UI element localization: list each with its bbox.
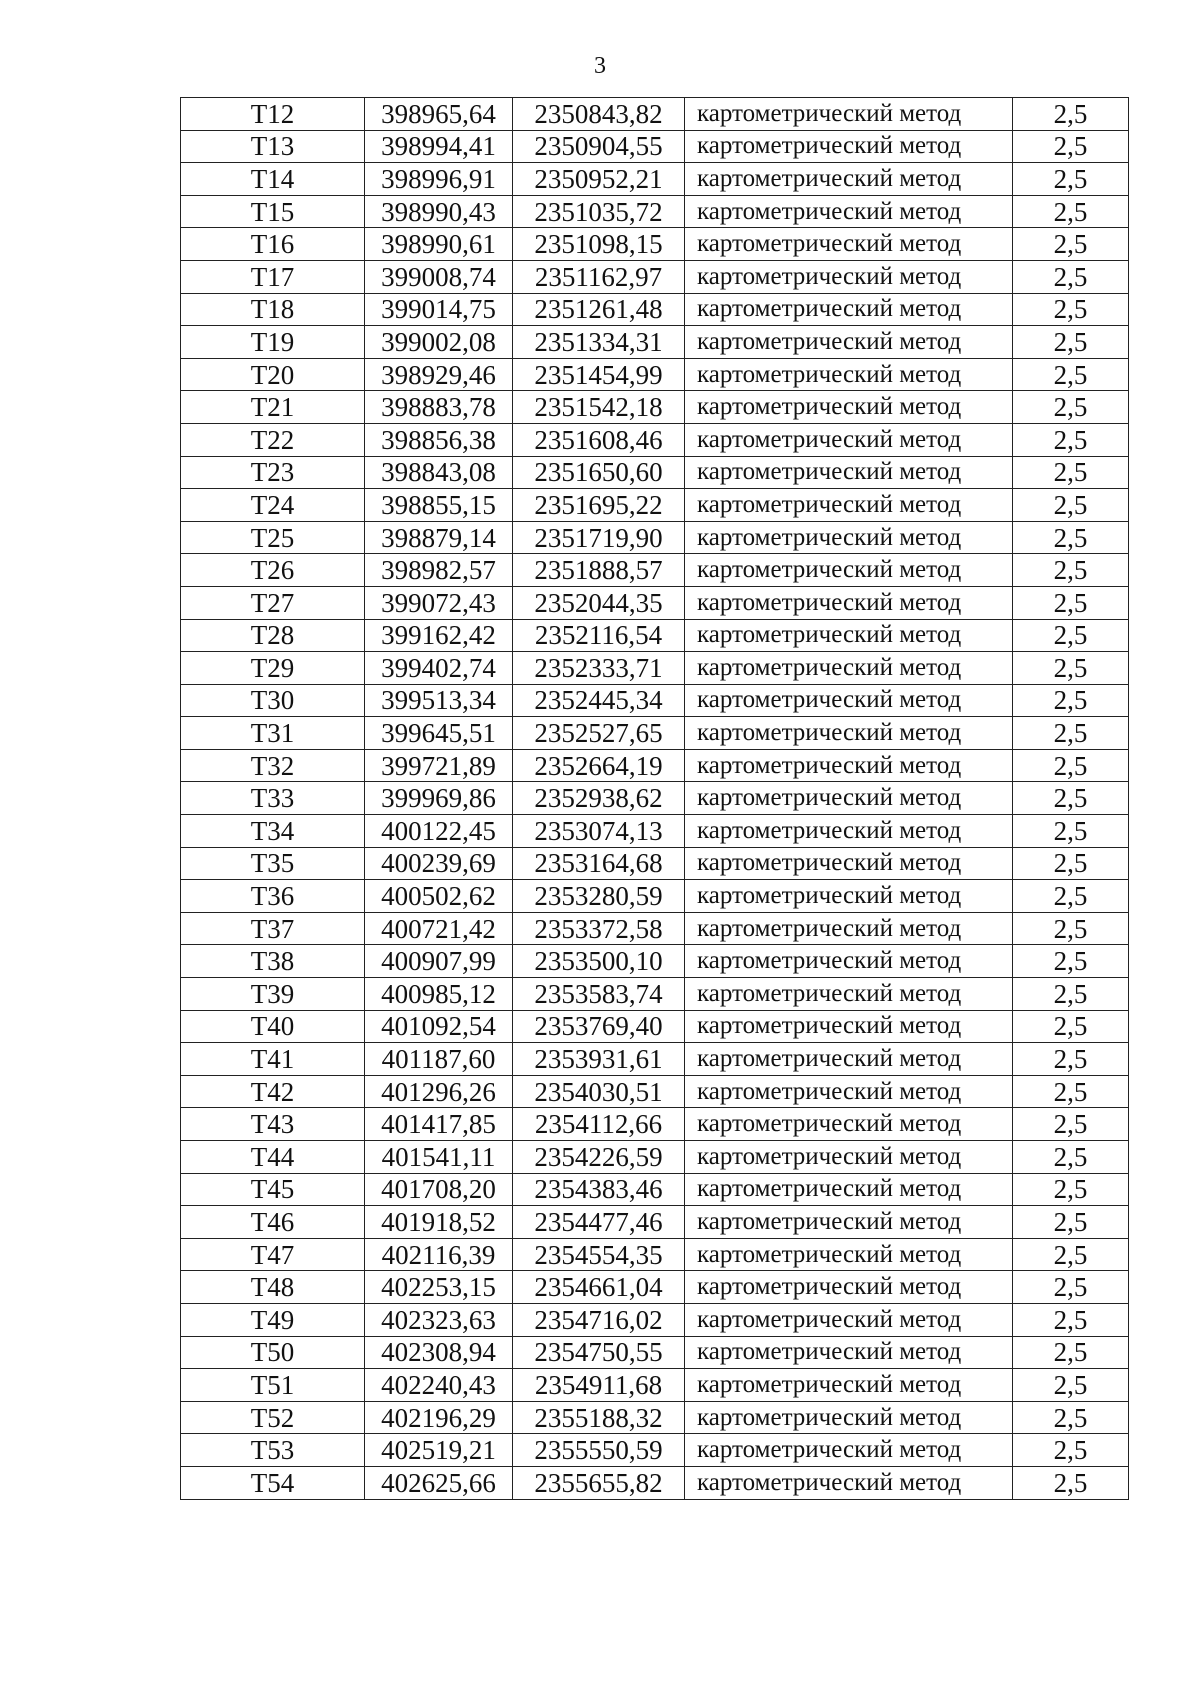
method-cell: картометрический метод bbox=[685, 652, 1013, 685]
table-row bbox=[181, 293, 1129, 326]
point-id-cell: Т19 bbox=[181, 326, 365, 359]
x-coordinate-cell: 402519,21 bbox=[365, 1434, 513, 1467]
point-id-cell: Т23 bbox=[181, 456, 365, 489]
method-cell: картометрический метод bbox=[685, 815, 1013, 848]
method-cell: картометрический метод bbox=[685, 358, 1013, 391]
point-id-cell: Т22 bbox=[181, 423, 365, 456]
method-cell: картометрический метод bbox=[685, 1010, 1013, 1043]
error-cell: 2,5 bbox=[1013, 195, 1129, 228]
table-row bbox=[181, 326, 1129, 359]
error-cell: 2,5 bbox=[1013, 1206, 1129, 1239]
x-coordinate-cell: 398855,15 bbox=[365, 489, 513, 522]
method-cell: картометрический метод bbox=[685, 684, 1013, 717]
table-row bbox=[181, 1173, 1129, 1206]
error-cell: 2,5 bbox=[1013, 1141, 1129, 1174]
point-id-cell: Т20 bbox=[181, 358, 365, 391]
point-id-cell: Т33 bbox=[181, 782, 365, 815]
error-cell: 2,5 bbox=[1013, 358, 1129, 391]
x-coordinate-cell: 401541,11 bbox=[365, 1141, 513, 1174]
table-row bbox=[181, 521, 1129, 554]
point-id-cell: Т47 bbox=[181, 1238, 365, 1271]
point-id-cell: Т27 bbox=[181, 586, 365, 619]
error-cell: 2,5 bbox=[1013, 1434, 1129, 1467]
table-row bbox=[181, 749, 1129, 782]
y-coordinate-cell: 2351098,15 bbox=[513, 228, 685, 261]
table-row bbox=[181, 1369, 1129, 1402]
method-cell: картометрический метод bbox=[685, 521, 1013, 554]
x-coordinate-cell: 400721,42 bbox=[365, 912, 513, 945]
y-coordinate-cell: 2353280,59 bbox=[513, 880, 685, 913]
error-cell: 2,5 bbox=[1013, 554, 1129, 587]
point-id-cell: Т18 bbox=[181, 293, 365, 326]
x-coordinate-cell: 401708,20 bbox=[365, 1173, 513, 1206]
y-coordinate-cell: 2352664,19 bbox=[513, 749, 685, 782]
x-coordinate-cell: 400502,62 bbox=[365, 880, 513, 913]
table-row bbox=[181, 1141, 1129, 1174]
y-coordinate-cell: 2352938,62 bbox=[513, 782, 685, 815]
x-coordinate-cell: 402196,29 bbox=[365, 1401, 513, 1434]
table-row bbox=[181, 1271, 1129, 1304]
error-cell: 2,5 bbox=[1013, 293, 1129, 326]
table-row bbox=[181, 847, 1129, 880]
point-id-cell: Т53 bbox=[181, 1434, 365, 1467]
method-cell: картометрический метод bbox=[685, 619, 1013, 652]
table-row bbox=[181, 489, 1129, 522]
table-row bbox=[181, 978, 1129, 1011]
y-coordinate-cell: 2350952,21 bbox=[513, 163, 685, 196]
y-coordinate-cell: 2354112,66 bbox=[513, 1108, 685, 1141]
table-row bbox=[181, 391, 1129, 424]
point-id-cell: Т43 bbox=[181, 1108, 365, 1141]
x-coordinate-cell: 399072,43 bbox=[365, 586, 513, 619]
x-coordinate-cell: 401417,85 bbox=[365, 1108, 513, 1141]
error-cell: 2,5 bbox=[1013, 619, 1129, 652]
x-coordinate-cell: 401187,60 bbox=[365, 1043, 513, 1076]
y-coordinate-cell: 2351888,57 bbox=[513, 554, 685, 587]
point-id-cell: Т54 bbox=[181, 1466, 365, 1499]
y-coordinate-cell: 2351261,48 bbox=[513, 293, 685, 326]
error-cell: 2,5 bbox=[1013, 1043, 1129, 1076]
y-coordinate-cell: 2353769,40 bbox=[513, 1010, 685, 1043]
method-cell: картометрический метод bbox=[685, 847, 1013, 880]
error-cell: 2,5 bbox=[1013, 163, 1129, 196]
method-cell: картометрический метод bbox=[685, 326, 1013, 359]
point-id-cell: Т29 bbox=[181, 652, 365, 685]
point-id-cell: Т50 bbox=[181, 1336, 365, 1369]
point-id-cell: Т49 bbox=[181, 1303, 365, 1336]
error-cell: 2,5 bbox=[1013, 260, 1129, 293]
method-cell: картометрический метод bbox=[685, 1141, 1013, 1174]
point-id-cell: Т34 bbox=[181, 815, 365, 848]
method-cell: картометрический метод bbox=[685, 456, 1013, 489]
table-row bbox=[181, 1336, 1129, 1369]
y-coordinate-cell: 2354383,46 bbox=[513, 1173, 685, 1206]
y-coordinate-cell: 2351719,90 bbox=[513, 521, 685, 554]
y-coordinate-cell: 2353500,10 bbox=[513, 945, 685, 978]
point-id-cell: Т45 bbox=[181, 1173, 365, 1206]
error-cell: 2,5 bbox=[1013, 1075, 1129, 1108]
point-id-cell: Т32 bbox=[181, 749, 365, 782]
error-cell: 2,5 bbox=[1013, 717, 1129, 750]
table-row bbox=[181, 1206, 1129, 1239]
point-id-cell: Т46 bbox=[181, 1206, 365, 1239]
point-id-cell: Т36 bbox=[181, 880, 365, 913]
method-cell: картометрический метод bbox=[685, 293, 1013, 326]
error-cell: 2,5 bbox=[1013, 228, 1129, 261]
point-id-cell: Т41 bbox=[181, 1043, 365, 1076]
y-coordinate-cell: 2350904,55 bbox=[513, 130, 685, 163]
error-cell: 2,5 bbox=[1013, 326, 1129, 359]
error-cell: 2,5 bbox=[1013, 1108, 1129, 1141]
table-row bbox=[181, 1434, 1129, 1467]
error-cell: 2,5 bbox=[1013, 423, 1129, 456]
x-coordinate-cell: 399162,42 bbox=[365, 619, 513, 652]
x-coordinate-cell: 402308,94 bbox=[365, 1336, 513, 1369]
method-cell: картометрический метод bbox=[685, 1336, 1013, 1369]
table-row bbox=[181, 260, 1129, 293]
error-cell: 2,5 bbox=[1013, 98, 1129, 131]
method-cell: картометрический метод bbox=[685, 260, 1013, 293]
table-row bbox=[181, 228, 1129, 261]
table-row bbox=[181, 586, 1129, 619]
point-id-cell: Т38 bbox=[181, 945, 365, 978]
y-coordinate-cell: 2353583,74 bbox=[513, 978, 685, 1011]
error-cell: 2,5 bbox=[1013, 1369, 1129, 1402]
y-coordinate-cell: 2351608,46 bbox=[513, 423, 685, 456]
method-cell: картометрический метод bbox=[685, 1466, 1013, 1499]
y-coordinate-cell: 2351695,22 bbox=[513, 489, 685, 522]
y-coordinate-cell: 2352044,35 bbox=[513, 586, 685, 619]
error-cell: 2,5 bbox=[1013, 1271, 1129, 1304]
x-coordinate-cell: 401296,26 bbox=[365, 1075, 513, 1108]
x-coordinate-cell: 402116,39 bbox=[365, 1238, 513, 1271]
error-cell: 2,5 bbox=[1013, 847, 1129, 880]
point-id-cell: Т52 bbox=[181, 1401, 365, 1434]
point-id-cell: Т48 bbox=[181, 1271, 365, 1304]
x-coordinate-cell: 399002,08 bbox=[365, 326, 513, 359]
x-coordinate-cell: 398856,38 bbox=[365, 423, 513, 456]
y-coordinate-cell: 2354750,55 bbox=[513, 1336, 685, 1369]
point-id-cell: Т24 bbox=[181, 489, 365, 522]
point-id-cell: Т15 bbox=[181, 195, 365, 228]
error-cell: 2,5 bbox=[1013, 1173, 1129, 1206]
method-cell: картометрический метод bbox=[685, 1206, 1013, 1239]
error-cell: 2,5 bbox=[1013, 782, 1129, 815]
method-cell: картометрический метод bbox=[685, 98, 1013, 131]
table-row bbox=[181, 1043, 1129, 1076]
x-coordinate-cell: 398994,41 bbox=[365, 130, 513, 163]
y-coordinate-cell: 2352333,71 bbox=[513, 652, 685, 685]
error-cell: 2,5 bbox=[1013, 815, 1129, 848]
point-id-cell: Т35 bbox=[181, 847, 365, 880]
y-coordinate-cell: 2351035,72 bbox=[513, 195, 685, 228]
table-row bbox=[181, 652, 1129, 685]
y-coordinate-cell: 2351454,99 bbox=[513, 358, 685, 391]
table-row bbox=[181, 782, 1129, 815]
error-cell: 2,5 bbox=[1013, 945, 1129, 978]
x-coordinate-cell: 398965,64 bbox=[365, 98, 513, 131]
error-cell: 2,5 bbox=[1013, 489, 1129, 522]
x-coordinate-cell: 399645,51 bbox=[365, 717, 513, 750]
error-cell: 2,5 bbox=[1013, 1238, 1129, 1271]
x-coordinate-cell: 399402,74 bbox=[365, 652, 513, 685]
method-cell: картометрический метод bbox=[685, 782, 1013, 815]
table-row bbox=[181, 423, 1129, 456]
method-cell: картометрический метод bbox=[685, 130, 1013, 163]
error-cell: 2,5 bbox=[1013, 1401, 1129, 1434]
method-cell: картометрический метод bbox=[685, 945, 1013, 978]
y-coordinate-cell: 2355188,32 bbox=[513, 1401, 685, 1434]
x-coordinate-cell: 398929,46 bbox=[365, 358, 513, 391]
x-coordinate-cell: 399008,74 bbox=[365, 260, 513, 293]
error-cell: 2,5 bbox=[1013, 1303, 1129, 1336]
method-cell: картометрический метод bbox=[685, 423, 1013, 456]
error-cell: 2,5 bbox=[1013, 1336, 1129, 1369]
x-coordinate-cell: 398843,08 bbox=[365, 456, 513, 489]
y-coordinate-cell: 2353164,68 bbox=[513, 847, 685, 880]
table-row bbox=[181, 717, 1129, 750]
error-cell: 2,5 bbox=[1013, 652, 1129, 685]
table-row bbox=[181, 358, 1129, 391]
y-coordinate-cell: 2354661,04 bbox=[513, 1271, 685, 1304]
table-row bbox=[181, 130, 1129, 163]
x-coordinate-cell: 400985,12 bbox=[365, 978, 513, 1011]
point-id-cell: Т16 bbox=[181, 228, 365, 261]
method-cell: картометрический метод bbox=[685, 1369, 1013, 1402]
x-coordinate-cell: 399513,34 bbox=[365, 684, 513, 717]
x-coordinate-cell: 401918,52 bbox=[365, 1206, 513, 1239]
y-coordinate-cell: 2355550,59 bbox=[513, 1434, 685, 1467]
table-row bbox=[181, 98, 1129, 131]
method-cell: картометрический метод bbox=[685, 1108, 1013, 1141]
x-coordinate-cell: 400122,45 bbox=[365, 815, 513, 848]
coordinates-table-body bbox=[181, 98, 1129, 1500]
method-cell: картометрический метод bbox=[685, 1075, 1013, 1108]
y-coordinate-cell: 2351542,18 bbox=[513, 391, 685, 424]
table-row bbox=[181, 1401, 1129, 1434]
method-cell: картометрический метод bbox=[685, 717, 1013, 750]
y-coordinate-cell: 2354477,46 bbox=[513, 1206, 685, 1239]
method-cell: картометрический метод bbox=[685, 586, 1013, 619]
method-cell: картометрический метод bbox=[685, 554, 1013, 587]
point-id-cell: Т21 bbox=[181, 391, 365, 424]
y-coordinate-cell: 2354716,02 bbox=[513, 1303, 685, 1336]
x-coordinate-cell: 398883,78 bbox=[365, 391, 513, 424]
table-row bbox=[181, 815, 1129, 848]
point-id-cell: Т51 bbox=[181, 1369, 365, 1402]
method-cell: картометрический метод bbox=[685, 1401, 1013, 1434]
error-cell: 2,5 bbox=[1013, 1010, 1129, 1043]
point-id-cell: Т17 bbox=[181, 260, 365, 293]
method-cell: картометрический метод bbox=[685, 1434, 1013, 1467]
table-row bbox=[181, 1303, 1129, 1336]
error-cell: 2,5 bbox=[1013, 456, 1129, 489]
y-coordinate-cell: 2354226,59 bbox=[513, 1141, 685, 1174]
point-id-cell: Т39 bbox=[181, 978, 365, 1011]
y-coordinate-cell: 2354554,35 bbox=[513, 1238, 685, 1271]
method-cell: картометрический метод bbox=[685, 195, 1013, 228]
error-cell: 2,5 bbox=[1013, 130, 1129, 163]
point-id-cell: Т31 bbox=[181, 717, 365, 750]
error-cell: 2,5 bbox=[1013, 586, 1129, 619]
method-cell: картометрический метод bbox=[685, 1238, 1013, 1271]
table-row bbox=[181, 1010, 1129, 1043]
x-coordinate-cell: 399969,86 bbox=[365, 782, 513, 815]
method-cell: картометрический метод bbox=[685, 163, 1013, 196]
y-coordinate-cell: 2353372,58 bbox=[513, 912, 685, 945]
table-row bbox=[181, 619, 1129, 652]
y-coordinate-cell: 2350843,82 bbox=[513, 98, 685, 131]
y-coordinate-cell: 2351334,31 bbox=[513, 326, 685, 359]
point-id-cell: Т26 bbox=[181, 554, 365, 587]
y-coordinate-cell: 2352527,65 bbox=[513, 717, 685, 750]
point-id-cell: Т37 bbox=[181, 912, 365, 945]
point-id-cell: Т25 bbox=[181, 521, 365, 554]
x-coordinate-cell: 399721,89 bbox=[365, 749, 513, 782]
x-coordinate-cell: 398990,43 bbox=[365, 195, 513, 228]
table-row bbox=[181, 554, 1129, 587]
y-coordinate-cell: 2355655,82 bbox=[513, 1466, 685, 1499]
y-coordinate-cell: 2352445,34 bbox=[513, 684, 685, 717]
table-row bbox=[181, 456, 1129, 489]
x-coordinate-cell: 400239,69 bbox=[365, 847, 513, 880]
x-coordinate-cell: 402323,63 bbox=[365, 1303, 513, 1336]
page-number: 3 bbox=[594, 53, 606, 79]
point-id-cell: Т13 bbox=[181, 130, 365, 163]
table-row bbox=[181, 1238, 1129, 1271]
error-cell: 2,5 bbox=[1013, 1466, 1129, 1499]
method-cell: картометрический метод bbox=[685, 228, 1013, 261]
point-id-cell: Т30 bbox=[181, 684, 365, 717]
coordinates-table bbox=[180, 97, 1129, 1500]
error-cell: 2,5 bbox=[1013, 391, 1129, 424]
method-cell: картометрический метод bbox=[685, 749, 1013, 782]
table-row bbox=[181, 163, 1129, 196]
y-coordinate-cell: 2352116,54 bbox=[513, 619, 685, 652]
x-coordinate-cell: 401092,54 bbox=[365, 1010, 513, 1043]
method-cell: картометрический метод bbox=[685, 880, 1013, 913]
y-coordinate-cell: 2353074,13 bbox=[513, 815, 685, 848]
point-id-cell: Т40 bbox=[181, 1010, 365, 1043]
x-coordinate-cell: 402625,66 bbox=[365, 1466, 513, 1499]
method-cell: картометрический метод bbox=[685, 1271, 1013, 1304]
y-coordinate-cell: 2354911,68 bbox=[513, 1369, 685, 1402]
method-cell: картометрический метод bbox=[685, 1303, 1013, 1336]
x-coordinate-cell: 398982,57 bbox=[365, 554, 513, 587]
table-row bbox=[181, 1075, 1129, 1108]
point-id-cell: Т28 bbox=[181, 619, 365, 652]
y-coordinate-cell: 2354030,51 bbox=[513, 1075, 685, 1108]
x-coordinate-cell: 402253,15 bbox=[365, 1271, 513, 1304]
x-coordinate-cell: 398996,91 bbox=[365, 163, 513, 196]
method-cell: картометрический метод bbox=[685, 489, 1013, 522]
method-cell: картометрический метод bbox=[685, 912, 1013, 945]
x-coordinate-cell: 400907,99 bbox=[365, 945, 513, 978]
error-cell: 2,5 bbox=[1013, 521, 1129, 554]
x-coordinate-cell: 402240,43 bbox=[365, 1369, 513, 1402]
error-cell: 2,5 bbox=[1013, 749, 1129, 782]
method-cell: картометрический метод bbox=[685, 391, 1013, 424]
table-row bbox=[181, 945, 1129, 978]
method-cell: картометрический метод bbox=[685, 978, 1013, 1011]
x-coordinate-cell: 399014,75 bbox=[365, 293, 513, 326]
table-row bbox=[181, 1108, 1129, 1141]
method-cell: картометрический метод bbox=[685, 1173, 1013, 1206]
x-coordinate-cell: 398879,14 bbox=[365, 521, 513, 554]
point-id-cell: Т42 bbox=[181, 1075, 365, 1108]
y-coordinate-cell: 2351650,60 bbox=[513, 456, 685, 489]
table-row bbox=[181, 684, 1129, 717]
table-row bbox=[181, 912, 1129, 945]
table-row bbox=[181, 1466, 1129, 1499]
table-row bbox=[181, 880, 1129, 913]
error-cell: 2,5 bbox=[1013, 978, 1129, 1011]
x-coordinate-cell: 398990,61 bbox=[365, 228, 513, 261]
point-id-cell: Т12 bbox=[181, 98, 365, 131]
y-coordinate-cell: 2353931,61 bbox=[513, 1043, 685, 1076]
point-id-cell: Т44 bbox=[181, 1141, 365, 1174]
method-cell: картометрический метод bbox=[685, 1043, 1013, 1076]
y-coordinate-cell: 2351162,97 bbox=[513, 260, 685, 293]
error-cell: 2,5 bbox=[1013, 684, 1129, 717]
error-cell: 2,5 bbox=[1013, 880, 1129, 913]
point-id-cell: Т14 bbox=[181, 163, 365, 196]
table-row bbox=[181, 195, 1129, 228]
error-cell: 2,5 bbox=[1013, 912, 1129, 945]
